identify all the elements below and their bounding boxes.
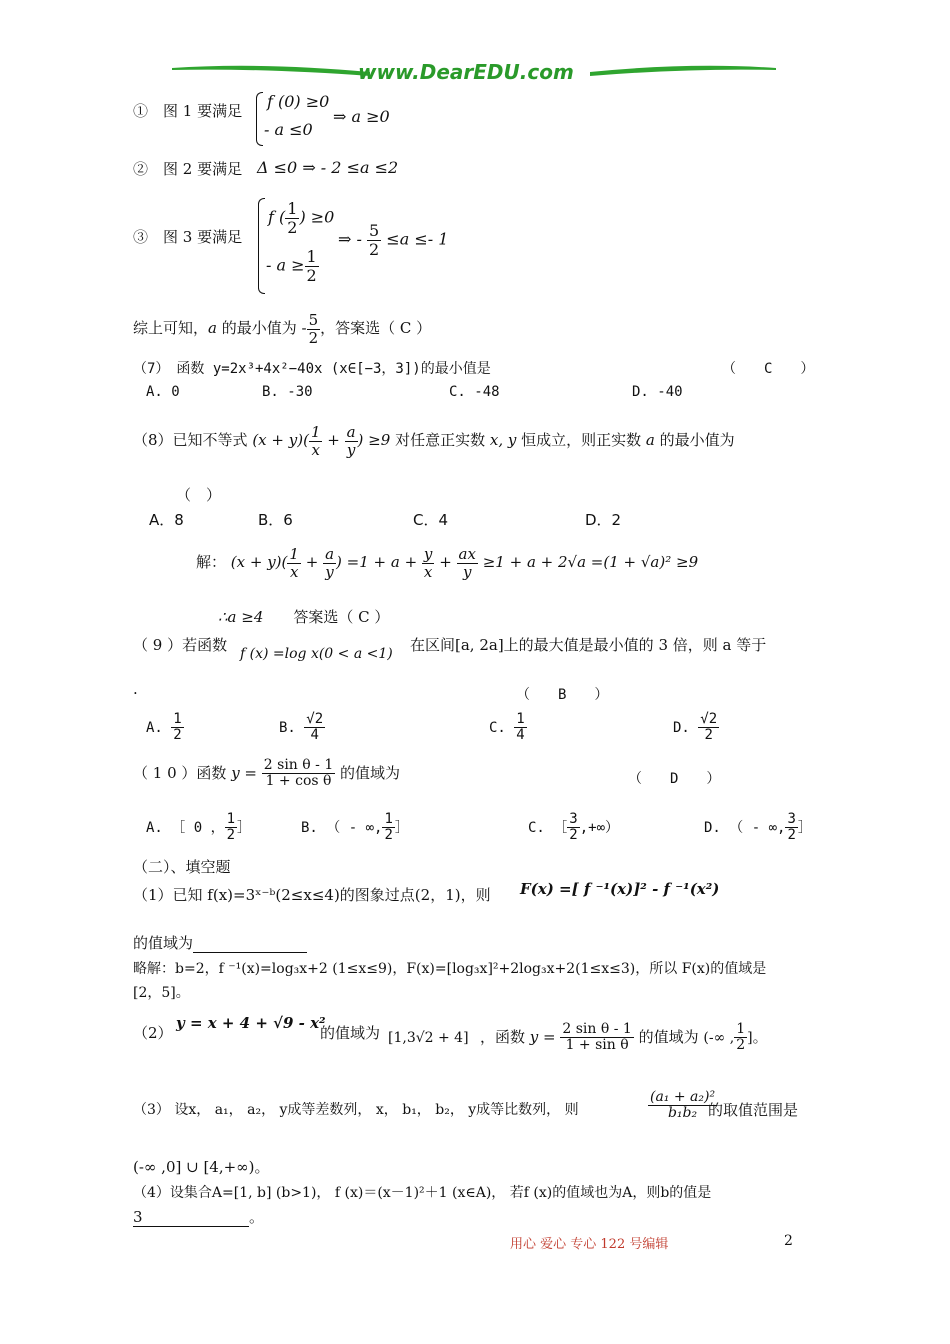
q7-option-c: C. -48 <box>449 384 500 400</box>
f2-range: [1,3√2 + 4] <box>388 1030 469 1046</box>
f2-func: ，函数 y = $\frac{\text{2 sin θ - 1}}{\text{1 + sin θ}}$ 的值域为 (-∞ , $\frac{1}{2}$ ]。 <box>480 1021 768 1054</box>
section2-title: （二）、填空题 <box>133 858 231 876</box>
q10-answer: （ D ） <box>628 771 721 787</box>
q7-option-a: A. 0 <box>146 384 180 400</box>
q10-option-c: C. ［ $\frac{3}{2}$ ,+∞） <box>528 811 620 844</box>
q7-option-b: B. -30 <box>262 384 313 400</box>
f2-mid: 的值域为 <box>320 1024 381 1042</box>
q8-stem: （8）已知不等式 (x + y)( $\frac{1}{x}$ + $\frac{a}{y}$ ) ≥9 对任意正实数 x, y 恒成立，则正实数 a 的最小值为 <box>133 423 735 459</box>
f2-pre: （2） <box>133 1024 173 1042</box>
q8-option-d: D．2 <box>585 511 622 529</box>
q7-option-d: D. -40 <box>632 384 683 400</box>
case3-line1: f ( $\frac{1}{2}$ ) ≥0 <box>268 199 335 237</box>
case1-result: ⇒ a ≥0 <box>333 107 390 126</box>
page-number: 2 <box>784 1233 793 1249</box>
q9-option-d: D. $\frac{√2}{2}$ <box>673 711 718 744</box>
q9-option-b: B. $\frac{√2}{4}$ <box>279 711 324 744</box>
case2-label: ② 图 2 要满足 <box>133 160 243 178</box>
q9-answer: （ B ） <box>516 687 609 703</box>
q8-solution: 解： (x + y)( $\frac{1}{x}$ + $\frac{a}{y}$ ) =1 + a + $\frac{y}{x}$ + $\frac{ax}{y}$ ≥1 + a + 2√a =(1 + √a)² ≥9 <box>196 545 699 581</box>
case1-label: ① 图 1 要满足 <box>133 102 243 120</box>
f3-fraction: $\frac{\text{(a₁ + a₂)²}}{\text{b₁b₂}}$ <box>650 1089 716 1122</box>
summary-line: 综上可知，a 的最小值为 - $\frac{5}{2}$ ，答案选（ C ） <box>133 311 432 347</box>
q8-option-c: C．4 <box>413 511 449 529</box>
q9-stem-post: 在区间[a, 2a]上的最大值是最小值的 3 倍，则 a 等于 <box>410 636 767 654</box>
f1-solution: 略解：b=2，f ⁻¹(x)=log₃x+2 (1≤x≤9)，F(x)=[log₃x]²+2log₃x+2(1≤x≤3)，所以 F(x)的值域是 <box>133 961 767 977</box>
footer-text: 用心 爱心 专心 122 号编辑 <box>510 1237 669 1252</box>
case3-label: ③ 图 3 要满足 <box>133 228 243 246</box>
f1-solution-2: [2，5]。 <box>133 985 190 1001</box>
f1-range: 的值域为 <box>133 932 307 953</box>
case3-brace <box>258 198 265 294</box>
q9-func: f (x) =log x(0 < a <1) <box>240 646 393 662</box>
case1-line2: - a ≤0 <box>264 120 313 139</box>
q10-stem: （ 1 0 ）函数 y = $\frac{\text{2 sin θ - 1}}{\text{1 + cos θ}}$ 的值域为 <box>133 757 401 790</box>
q8-paren: （ ） <box>176 486 222 504</box>
q9-dot: . <box>133 680 138 698</box>
case3-result: ⇒ - $\frac{5}{2}$ ≤a ≤- 1 <box>338 221 449 259</box>
case1-brace <box>256 92 263 146</box>
q8-option-a: A．8 <box>149 511 184 529</box>
q7-answer: （ C ） <box>722 361 815 377</box>
site-logo-text[interactable]: www.DearEDU.com <box>358 60 574 84</box>
f1-stem: （1）已知 f(x)=3ˣ⁻ᵇ(2≤x≤4)的图象过点(2，1)，则 <box>133 886 491 904</box>
f1-expr: F(x) =[ f ⁻¹(x)]² - f ⁻¹(x²) <box>520 880 720 898</box>
q10-option-d: D. （ - ∞, $\frac{3}{2}$ ］ <box>704 811 812 844</box>
f4-answer: 3 。 <box>133 1208 265 1226</box>
f3-range: (-∞ ,0] ∪ [4,+∞)。 <box>133 1158 270 1176</box>
q7-stem: （7） 函数 y=2x³+4x²−40x (x∈[−3，3])的最小值是 <box>133 361 491 377</box>
q10-option-b: B. （ - ∞, $\frac{1}{2}$ ］ <box>301 811 409 844</box>
f3-stem: （3） 设x， a₁， a₂， y成等差数列， x， b₁， b₂， y成等比数列， 则 <box>133 1102 579 1118</box>
case3-line2: - a ≥ $\frac{1}{2}$ <box>266 247 317 285</box>
q9-option-a: A. $\frac{1}{2}$ <box>146 711 182 744</box>
q8-option-b: B．6 <box>258 511 293 529</box>
f3-post: 的取值范围是 <box>708 1101 799 1119</box>
q8-conclusion: ∴a ≥4 答案选（ C ） <box>218 608 390 626</box>
f4-stem: （4）设集合A=[1, b] (b>1)， f (x)＝(x－1)²＋1 (x∈A)， 若f (x)的值域也为A，则b的值是 <box>133 1185 712 1201</box>
q10-option-a: A. ［ 0 ， $\frac{1}{2}$ ］ <box>146 811 252 844</box>
case1-line1: f (0) ≥0 <box>267 92 330 111</box>
q9-option-c: C. $\frac{1}{4}$ <box>489 711 525 744</box>
f2-expr: y = x + 4 + √9 - x² <box>176 1014 326 1032</box>
q9-stem-pre: （ 9 ）若函数 <box>133 636 228 654</box>
case2-expr: Δ ≤0 ⇒ - 2 ≤a ≤2 <box>257 158 399 177</box>
